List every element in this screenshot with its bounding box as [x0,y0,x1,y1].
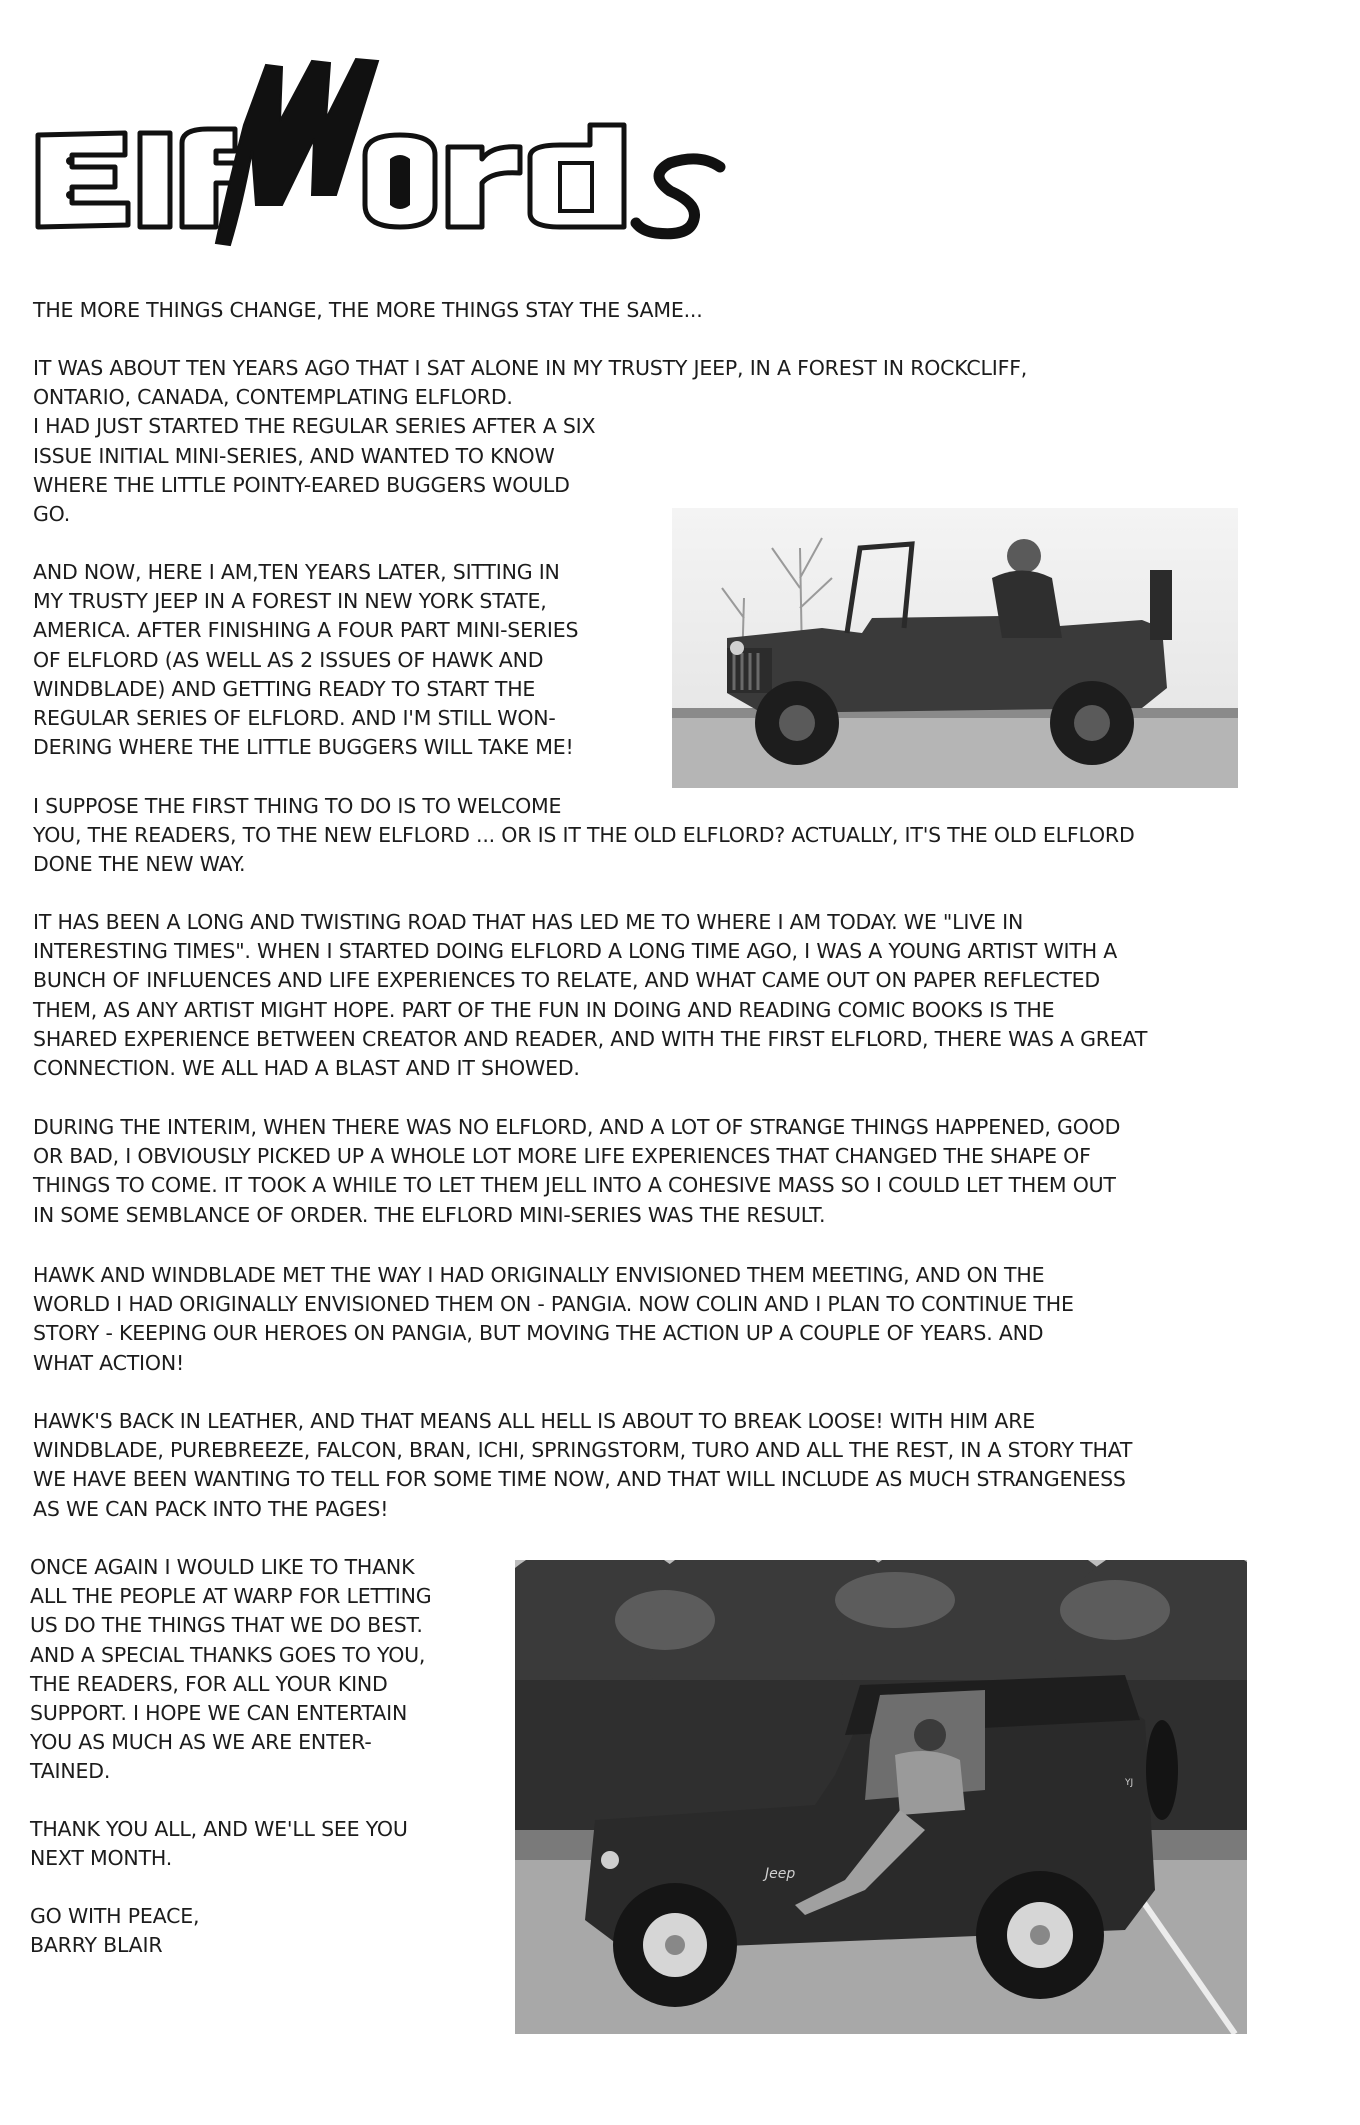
photo-jeep-wrangler [515,1560,1247,2034]
paragraph-thanks: ONCE AGAIN I WOULD LIKE TO THANK ALL THE PEOPLE AT WARP FOR LETTING US DO THE THINGS THAT WE DO BEST. AND A SPECIAL THANKS GOES TO YOU, THE READERS, FOR ALL YOUR KIND SUPPORT. I HOPE WE CAN ENTERTAIN YOU AS MUCH AS WE ARE ENTER- TAINED. [30,1555,432,1784]
signature: GO WITH PEACE, BARRY BLAIR [30,1904,200,1958]
photo-old-jeep [672,508,1238,788]
paragraph-ten-years-ago: IT WAS ABOUT TEN YEARS AGO THAT I SAT ALONE IN MY TRUSTY JEEP, IN A FOREST IN ROCKCLIFF, ONTARIO, CANADA, CONTEMPLATING ELFLORD. I HAD JUST STARTED THE REGULAR SERIES AFTER A SIX ISSUE INITIAL MINI-SERIES, AND WANTED TO KNOW WHERE THE LITTLE POINTY-EARED BUGGERS WOULD GO. [33,356,1028,527]
jeep-badge: Jeep [765,1866,796,1882]
paragraph-and-now: AND NOW, HERE I AM,TEN YEARS LATER, SITTING IN MY TRUSTY JEEP IN A FOREST IN NEW YORK STATE, AMERICA. AFTER FINISHING A FOUR PART MINI-SERIES OF ELFLORD (AS WELL AS 2 ISSUES OF HAWK AND WINDBLADE) AND GETTING READY TO START THE REGULAR SERIES OF ELFLORD. AND I'M STILL WON- DERING WHERE THE LITTLE BUGGERS WILL TAKE ME! [33,560,579,760]
paragraph-long-road: IT HAS BEEN A LONG AND TWISTING ROAD THAT HAS LED ME TO WHERE I AM TODAY. WE "LIVE IN INTERESTING TIMES". WHEN I STARTED DOING ELFLORD A LONG TIME AGO, I WAS A YOUNG ARTIST WITH A BUNCH OF INFLUENCES AND LIFE EXPERIENCES TO RELATE, AND WHAT CAME OUT ON PAPER REFLECTED THEM, AS ANY ARTIST MIGHT HOPE. PART OF THE FUN IN DOING AND READING COMIC BOOKS IS THE SHARED EXPERIENCE BETWEEN CREATOR AND READER, AND WITH THE FIRST ELFLORD, THERE WAS A GREAT CONNECTION. WE ALL HAD A BLAST AND IT SHOWED. [33,910,1148,1081]
paragraph-opening: THE MORE THINGS CHANGE, THE MORE THINGS STAY THE SAME... [33,298,703,322]
paragraph-hawk-windblade: HAWK AND WINDBLADE MET THE WAY I HAD ORIGINALLY ENVISIONED THEM MEETING, AND ON THE WORLD I HAD ORIGINALLY ENVISIONED THEM ON - PANGIA. NOW COLIN AND I PLAN TO CONTINUE THE STORY - KEEPING OUR HEROES ON PANGIA, BUT MOVING THE ACTION UP A COUPLE OF YEARS. AND WHAT ACTION! [33,1263,1074,1375]
paragraph-see-you: THANK YOU ALL, AND WE'LL SEE YOU NEXT MONTH. [30,1817,408,1871]
elfwords-logo [30,55,760,250]
paragraph-welcome: I SUPPOSE THE FIRST THING TO DO IS TO WELCOME YOU, THE READERS, TO THE NEW ELFLORD ... OR IS IT THE OLD ELFLORD? ACTUALLY, IT'S THE OLD ELFLORD DONE THE NEW WAY. [33,794,1135,877]
yj-badge: YJ [1125,1778,1134,1788]
paragraph-interim: DURING THE INTERIM, WHEN THERE WAS NO ELFLORD, AND A LOT OF STRANGE THINGS HAPPENED, GOOD OR BAD, I OBVIOUSLY PICKED UP A WHOLE LOT MORE LIFE EXPERIENCES THAT CHANGED THE SHAPE OF THINGS TO COME. IT TOOK A WHILE TO LET THEM JELL INTO A COHESIVE MASS SO I COULD LET THEM OUT IN SOME SEMBLANCE OF ORDER. THE ELFLORD MINI-SERIES WAS THE RESULT. [33,1115,1121,1227]
paragraph-back-in-leather: HAWK'S BACK IN LEATHER, AND THAT MEANS ALL HELL IS ABOUT TO BREAK LOOSE! WITH HIM ARE WINDBLADE, PUREBREEZE, FALCON, BRAN, ICHI, SPRINGSTORM, TURO AND ALL THE REST, IN A STORY THAT WE HAVE BEEN WANTING TO TELL FOR SOME TIME NOW, AND THAT WILL INCLUDE AS MUCH STRANGENESS AS WE CAN PACK INTO THE PAGES! [33,1409,1133,1521]
